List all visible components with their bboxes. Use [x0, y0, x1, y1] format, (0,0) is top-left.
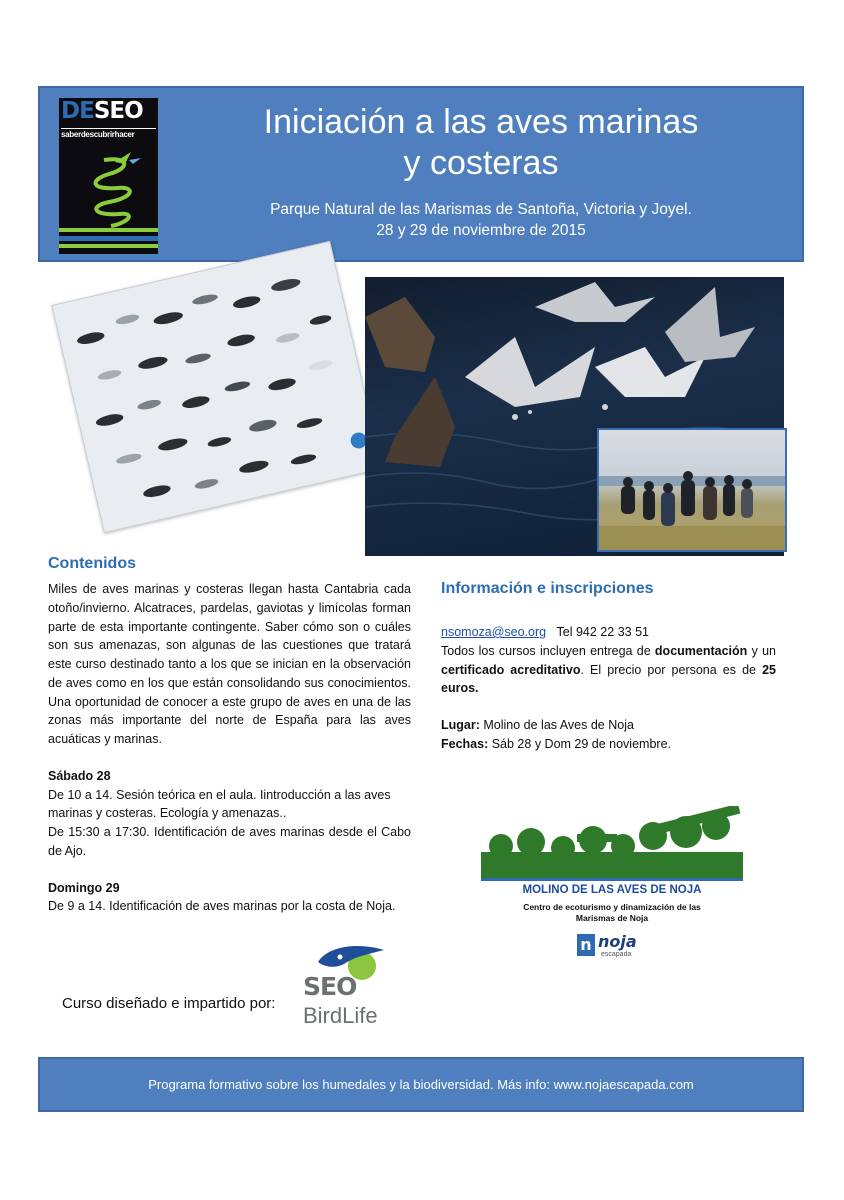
molino-name: MOLINO DE LAS AVES DE NOJA	[522, 884, 702, 896]
email-link[interactable]: nsomoza@seo.org	[441, 625, 547, 639]
courses-info	[441, 642, 776, 698]
info-section	[441, 577, 776, 754]
page-title	[180, 102, 782, 184]
molino-subtitle	[511, 902, 713, 923]
birdwatchers-photo	[597, 428, 787, 552]
seabird-poster-image	[51, 241, 382, 533]
sunday-session-1: De 9 a 14. Identificación de aves marinas por la costa de Noja.	[48, 899, 396, 914]
seo-wordmark: SEO	[303, 972, 357, 1001]
dates-label: Fechas:	[441, 736, 489, 751]
noja-escapada-text: escapada	[601, 951, 632, 958]
logo-wordmark: DESEO	[61, 98, 143, 124]
deseo-bird-icon	[59, 98, 158, 254]
courses-text: . El precio por persona es de	[580, 662, 763, 677]
footer-banner	[38, 1057, 804, 1112]
deseo-logo	[59, 98, 158, 254]
certificate-label: certificado acreditativo	[441, 662, 581, 677]
place-line	[441, 716, 776, 735]
place-label: Lugar:	[441, 718, 480, 732]
documentation-label: documentación	[654, 643, 748, 658]
saturday-session-1: De 10 a 14. Sesión teórica en el aula. Iintroducción a las aves marinas y costeras. Ecología y amenazas..	[48, 787, 391, 821]
noja-escapada-logo	[577, 932, 647, 960]
subtitle-dates: 28 y 29 de noviembre de 2015	[376, 221, 586, 239]
contents-heading: Contenidos	[48, 555, 136, 572]
saturday-heading: Sábado 28	[48, 768, 111, 783]
dates-value: Sáb 28 y Dom 29 de noviembre.	[488, 736, 671, 751]
contents-section	[48, 552, 411, 916]
info-heading: Información e inscripciones	[441, 580, 654, 597]
price-label: 25 euros.	[441, 662, 776, 696]
birdwatchers-illustration	[599, 430, 785, 550]
noja-n-icon: n	[577, 934, 595, 956]
contact-line	[441, 623, 776, 642]
birdwatchers-silhouette-icon	[481, 806, 743, 884]
seo-birdlife-logo	[300, 940, 396, 1040]
sunday-heading: Domingo 29	[48, 880, 120, 895]
subtitle-location: Parque Natural de las Marismas de Santoña, Victoria y Joyel.	[270, 201, 692, 218]
title-line: Iniciación a las aves marinas	[263, 103, 699, 141]
molino-sub-line: Centro de ecoturismo y dinamización de las	[523, 902, 701, 912]
footer-text: Programa formativo sobre los humedales y la biodiversidad. Más info: www.nojaescapada.com	[148, 1077, 694, 1092]
noja-wordmark: noja	[598, 932, 637, 951]
designed-by-text: Curso diseñado e impartido por:	[62, 995, 276, 1012]
molino-aves-logo	[481, 806, 743, 966]
logo-tagline: saberdescubrirhacer	[61, 128, 156, 139]
dates-line	[441, 735, 776, 754]
saturday-session-2: De 15:30 a 17:30. Identificación de aves marinas desde el Cabo de Ajo.	[48, 825, 411, 858]
title-line: y costeras	[403, 143, 559, 182]
courses-text: y un	[747, 643, 776, 658]
page-subtitle	[180, 200, 782, 242]
place-value: Molino de las Aves de Noja	[479, 718, 634, 732]
birdlife-wordmark: BirdLife	[303, 1003, 378, 1028]
seabird-illustrations	[53, 242, 382, 532]
molino-sub-line: Marismas de Noja	[575, 912, 649, 923]
courses-text: Todos los cursos incluyen entrega de	[441, 643, 655, 658]
phone-number: Tel 942 22 33 51	[556, 625, 649, 639]
header-banner	[38, 86, 804, 262]
contents-paragraph: Miles de aves marinas y costeras llegan hasta Cantabria cada otoño/invierno. Alcatraces, pardelas, gaviotas y limícolas forman parte de esta importante contingente. Saber cómo son o cuáles son sus amenazas, son algunas de las cuestiones que tratará este curso destinado tanto a los que se inician en la observación de aves como en los que están consolidando sus conocimientos. Una oportunidad de conocer a este grupo de aves en una de las zonas más importante del norte de España para las aves acuáticas y marinas.	[48, 582, 411, 746]
